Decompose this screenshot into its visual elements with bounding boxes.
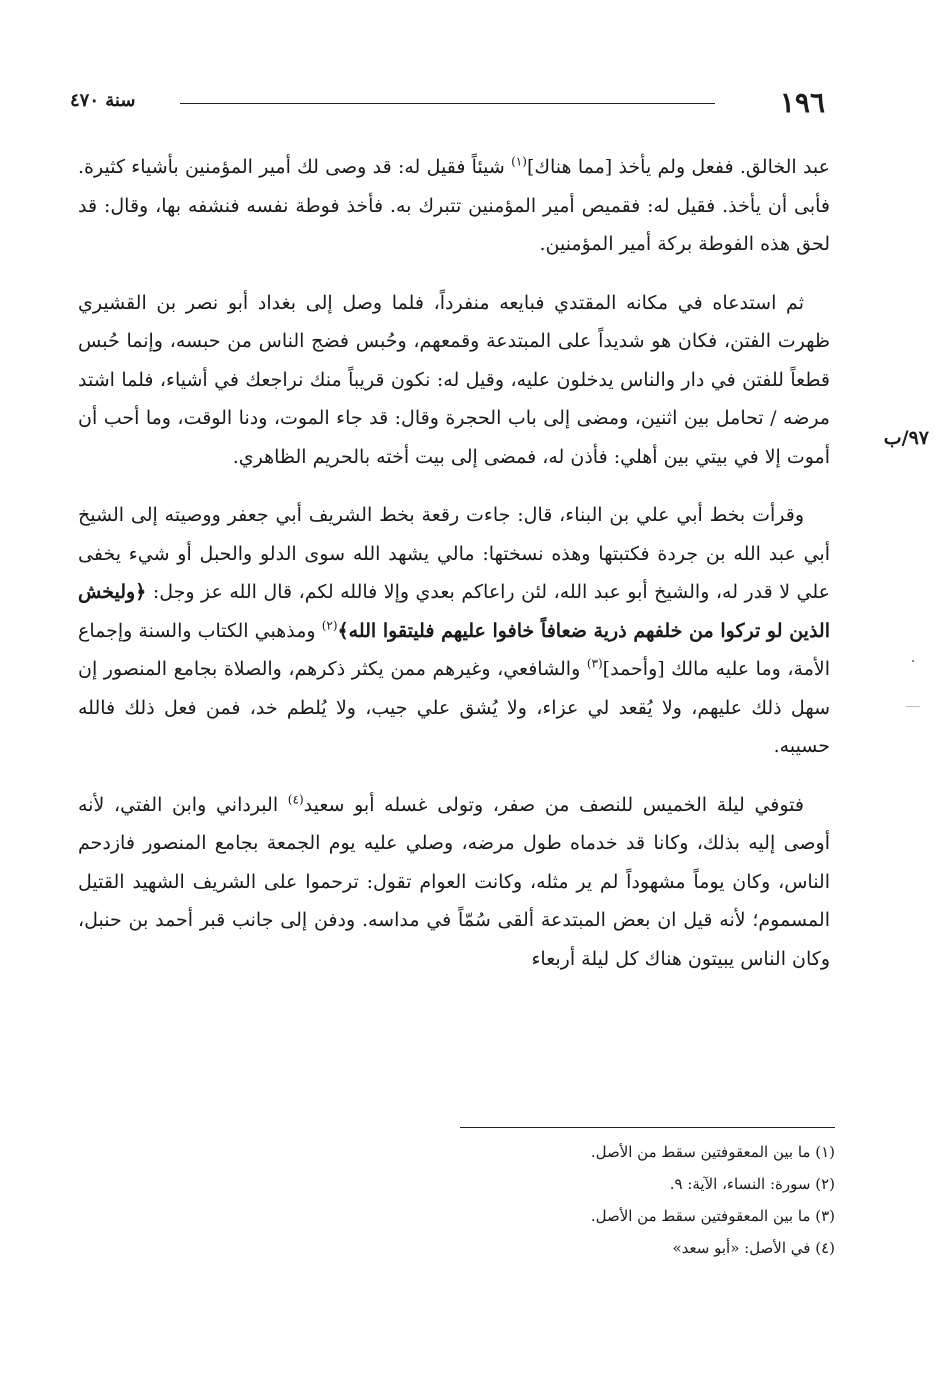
text-segment: شيئاً فقيل له: قد وصى لك أمير المؤمنين بأشياء كثيرة. فأبى أن يأخذ. فقيل له: فقميص أمير المؤمنين تتبرك به. فأخذ فوطة نفسه فنشفه بها، وقال: قد لحق هذه الفوطة بركة أمير المؤمنين. (78, 156, 830, 255)
footnote: (٢) سورة: النساء، الآية: ٩. (669, 1175, 835, 1193)
footnote: (٤) في الأصل: «أبو سعد» (672, 1239, 835, 1257)
manuscript-folio-note: ٩٧/ب (883, 427, 929, 449)
main-text (78, 148, 830, 998)
footnote: (٣) ما بين المعقوفتين سقط من الأصل. (590, 1207, 835, 1225)
footnote-ref: (١) (511, 154, 527, 169)
page-header (70, 86, 825, 122)
text-segment: ثم استدعاه في مكانه المقتدي فبايعه منفرداً، فلما وصل إلى بغداد أبو نصر بن القشيري ظهرت الفتن، فكان هو شديداً على المبتدعة وقمعهم، وحُبس فضج الناس من حبسه، وإنما حُبس قطعاً للفتن في دار والناس يدخلون عليه، وقيل له: نكون قريباً منك نراجعك في أشياء، فلما اشتد مرضه / تحامل بين اثنين، ومضى إلى باب الحجرة وقال: قد جاء الموت، ودنا الوقت، وما أحب أن أموت إلا في بيتي بين أهلي: فأذن له، فمضى إلى بيت أخته بالحريم الظاهري. (78, 291, 830, 468)
text-segment: عبد الخالق. ففعل ولم يأخذ [مما هناك] (526, 156, 830, 178)
scan-speck (906, 706, 920, 707)
text-segment: وقرأت بخط أبي علي بن البناء، قال: جاءت رقعة بخط الشريف أبي جعفر ووصيته إلى الشيخ أبي عبد الله بن جردة فكتبتها وهذه نسختها: مالي يشهد الله سوى الدلو والحبل أو شيء يخفى علي لا قدر له، والشيخ أبو عبد الله، لئن راعاكم بعدي وإلا فالله لكم، قال الله عز وجل: (78, 504, 830, 603)
footnote: (١) ما بين المعقوفتين سقط من الأصل. (590, 1143, 835, 1161)
paragraph (78, 786, 830, 979)
text-segment: فتوفي ليلة الخميس للنصف من صفر، وتولى غسله أبو سعيد (303, 793, 805, 816)
header-rule (180, 103, 715, 104)
paragraph (78, 148, 830, 264)
page-number: ١٩٦ (779, 86, 825, 119)
quran-quote: ﴿وليخش الذين لو تركوا من خلفهم ذرية ضعافاً خافوا عليهم فليتقوا الله﴾ (78, 581, 831, 642)
year-label: سنة ٤٧٠ (70, 90, 136, 111)
footnote-rule (460, 1127, 835, 1128)
footnotes (235, 1136, 835, 1264)
text-segment: والشافعي، وغيرهم ممن يكثر ذكرهم، والصلاة بجامع المنصور إن سهل ذلك عليهم، ولا يُقعد لي عزاء، ولا يُشق علي جيب، ولا يُلطم خد، فمن فعل ذلك فالله حسيبه. (78, 658, 830, 757)
text-segment: البرداني وابن الفتي، لأنه أوصى إليه بذلك، وكانا قد خدماه طول مرضه، وصلي عليه يوم الجمعة بجامع المنصور فازدحم الناس، وكان يوماً مشهوداً لم ير مثله، وكانت العوام تقول: ترحموا على الشريف الشهيد القتيل المسموم؛ لأنه قيل ان بعض المبتدعة ألقى سُمّاً في مداسه. ودفن إلى جانب قبر أحمد بن حنبل، وكان الناس يبيتون هناك كل ليلة أربعاء (78, 793, 830, 970)
footnote-ref: (٤) (287, 792, 304, 807)
text-segment: ومذهبي الكتاب والسنة وإجماع الأمة، وما عليه مالك [وأحمد] (78, 619, 830, 680)
footnote-ref: (٢) (321, 618, 338, 633)
footnote-ref: (٣) (586, 656, 603, 671)
paragraph (78, 496, 830, 766)
scan-speck (912, 660, 914, 662)
paragraph (78, 284, 830, 477)
